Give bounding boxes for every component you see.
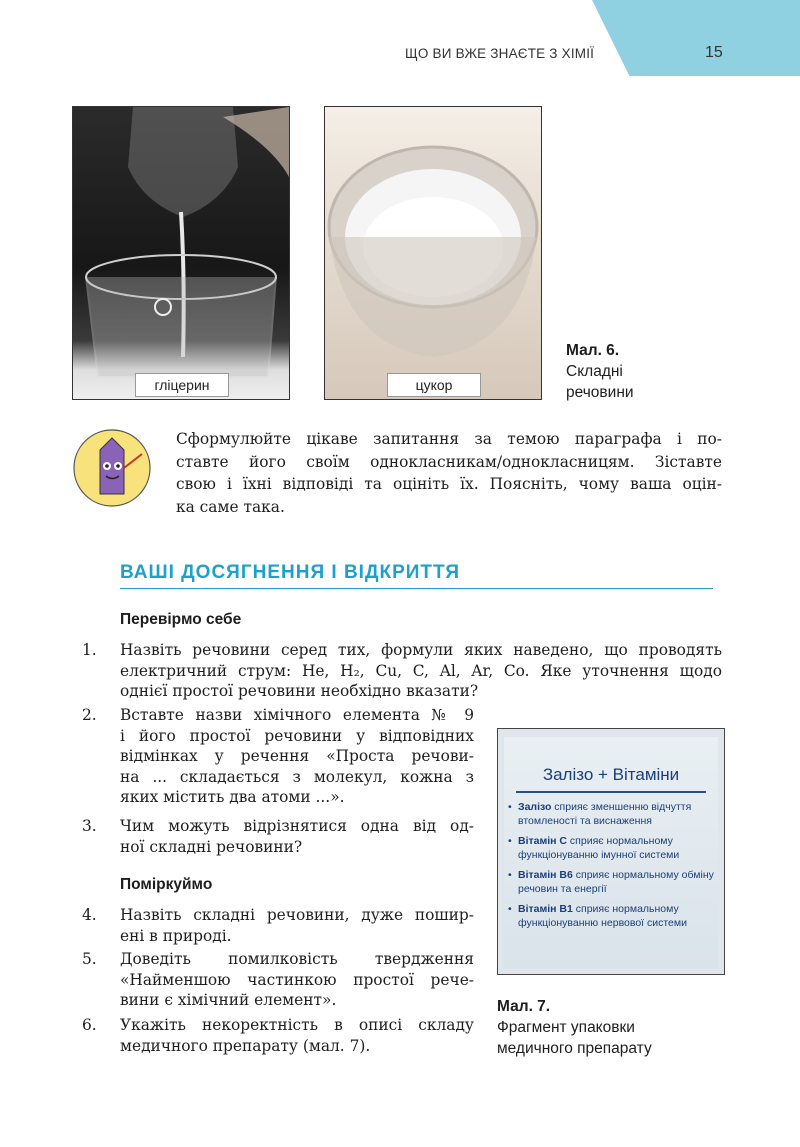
figure6-caption xyxy=(566,340,634,403)
question-line: однієї простої речовини необхідно вказати? xyxy=(120,682,479,700)
page-number: 15 xyxy=(705,44,723,61)
question-2 xyxy=(82,705,474,810)
pencil-mascot-icon xyxy=(72,428,152,508)
task-paragraph xyxy=(176,428,722,518)
question-line: «Найменшою частинкою простої рече- xyxy=(120,970,474,989)
figure7-caption-number: Мал. 7. xyxy=(497,998,551,1015)
ingredient-desc: сприяє нормальному функціонуванню нервової системи xyxy=(518,903,687,929)
medicine-package-image xyxy=(497,728,725,975)
question-number: 3. xyxy=(82,817,97,835)
figure7-caption-line: медичного препарату xyxy=(497,1040,652,1057)
question-3 xyxy=(82,816,474,858)
question-4 xyxy=(82,905,474,947)
package-ingredient xyxy=(508,869,714,896)
sugar-illustration xyxy=(325,107,541,399)
ingredient-name: Вітамін С xyxy=(518,835,568,847)
package-title: Залізо + Вітаміни xyxy=(542,765,680,784)
ingredient-desc: сприяє нормальному обміну речовин та енергії xyxy=(518,869,714,895)
glycerin-illustration xyxy=(73,107,289,399)
question-line: Чим можуть відрізнятися одна від од- xyxy=(120,817,474,835)
package-ingredient-list xyxy=(508,801,714,937)
section-divider xyxy=(120,588,713,589)
figure6-caption-line: речовини xyxy=(566,384,634,401)
question-line: електричний струм: He, H₂, Cu, C, Al, Ar, Co. Яке уточнення щодо xyxy=(120,661,722,680)
question-line: і його простої речовини у відповідних xyxy=(120,726,474,745)
question-number: 1. xyxy=(82,641,97,659)
glycerin-label: гліцерин xyxy=(135,373,229,397)
sugar-photo xyxy=(324,106,542,400)
question-line: ної складні речовини? xyxy=(120,837,303,856)
package-ingredient xyxy=(508,801,714,828)
ingredient-name: Залізо xyxy=(518,801,552,813)
question-line: медичного препарату (мал. 7). xyxy=(120,1036,371,1055)
running-header-title: ЩО ВИ ВЖЕ ЗНАЄТЕ З ХІМІЇ xyxy=(405,46,595,61)
ingredient-desc: сприяє нормальному функціонуванню імунної системи xyxy=(518,835,680,861)
question-line: ені в природі. xyxy=(120,926,232,945)
subhead-check-yourself: Перевірмо себе xyxy=(120,611,242,628)
package-title-rule xyxy=(516,791,706,793)
question-line: відмінках у речення «Проста речови- xyxy=(120,747,474,765)
package-ingredient xyxy=(508,835,714,862)
question-line: вини є хімічний елемент». xyxy=(120,991,337,1009)
task-line: ка саме така. xyxy=(176,497,285,516)
question-5 xyxy=(82,949,474,1011)
ingredient-name: Вітамін В1 xyxy=(518,903,573,915)
subhead-think: Поміркуймо xyxy=(120,876,213,893)
question-line: яких містить два атоми ...». xyxy=(120,788,345,806)
ingredient-desc: сприяє зменшенню відчуття втомленості та виснаження xyxy=(518,801,692,827)
question-line: Доведіть помилковість твердження xyxy=(120,950,474,968)
question-6 xyxy=(82,1015,474,1057)
question-1 xyxy=(82,640,722,702)
ingredient-name: Вітамін В6 xyxy=(518,869,573,881)
figure7-caption xyxy=(497,996,652,1059)
task-line: ставте його своїм однокласникам/однокласницям. Зіставте xyxy=(176,452,722,471)
glycerin-photo xyxy=(72,106,290,400)
task-line: свою і їхні відповіді та оцініть їх. Поясніть, чому ваша оцін- xyxy=(176,475,722,493)
question-line: на ... складається з молекул, кожна з xyxy=(120,767,474,786)
figure6-caption-line: Складні xyxy=(566,363,623,380)
question-line: Назвіть речовини серед тих, формули яких наведено, що проводять xyxy=(120,641,722,659)
question-number: 2. xyxy=(82,706,97,724)
question-number: 5. xyxy=(82,950,97,968)
question-number: 4. xyxy=(82,906,97,924)
section-title: ВАШІ ДОСЯГНЕННЯ І ВІДКРИТТЯ xyxy=(120,562,461,583)
question-line: Укажіть некоректність в описі складу xyxy=(120,1016,474,1034)
figure6-caption-number: Мал. 6. xyxy=(566,342,620,359)
question-line: Вставте назви хімічного елемента № 9 xyxy=(120,706,474,724)
question-number: 6. xyxy=(82,1016,97,1034)
question-line: Назвіть складні речовини, дуже пошир- xyxy=(120,906,474,924)
package-ingredient xyxy=(508,903,714,930)
header-corner-tab xyxy=(592,0,800,76)
sugar-label: цукор xyxy=(387,373,481,397)
figure7-caption-line: Фрагмент упаковки xyxy=(497,1019,635,1036)
task-line: Сформулюйте цікаве запитання за темою параграфа і по- xyxy=(176,430,722,448)
